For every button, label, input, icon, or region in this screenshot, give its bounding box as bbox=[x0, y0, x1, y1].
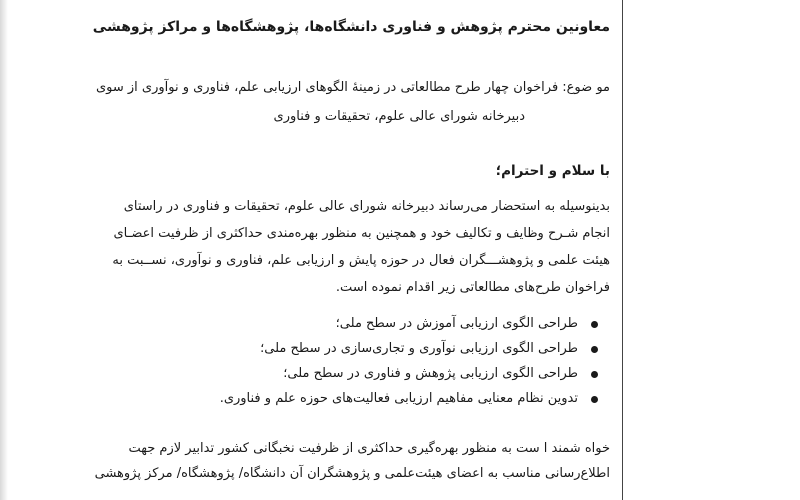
bullet-icon bbox=[591, 371, 598, 378]
subject-line-1: مو ضوع: فراخوان چهار طرح مطالعاتی در زمینهٔ الگوهای ارزیابی علم، فناوری و نوآوری از سوی bbox=[95, 80, 610, 95]
body-line-3: هیئت علمی و پژوهشـــگران فعال در حوزه پایش و ارزیابی علم، فناوری و نوآوری، نســبت به bbox=[112, 253, 610, 268]
bullet-icon bbox=[591, 346, 598, 353]
list-item bbox=[220, 314, 578, 339]
list-item-text: طراحی الگوی ارزیابی پژوهش و فناوری در سطح ملی؛ bbox=[283, 366, 578, 381]
list-item bbox=[220, 364, 578, 389]
list-item bbox=[220, 339, 578, 364]
scan-edge-shadow bbox=[0, 0, 8, 500]
greeting: با سلام و احترام؛ bbox=[495, 163, 610, 179]
list-item-text: طراحی الگوی ارزیابی نوآوری و تجاری‌سازی در سطح ملی؛ bbox=[260, 341, 578, 356]
addressee-line: معاونین محترم پژوهش و فناوری دانشگاه‌ها، پژوهشگاه‌ها و مراکز پژوهشی bbox=[92, 19, 610, 35]
body-line-2: انجام شـرح وظایف و تکالیف خود و همچنین به منظور بهره‌مندی حداکثری از ظرفیت اعضـای bbox=[113, 226, 610, 241]
body-line-1: بدینوسیله به استحضار می‌رساند دبیرخانه شورای عالی علوم، تحقیقات و فناوری در راستای bbox=[123, 199, 610, 214]
study-list bbox=[220, 314, 578, 414]
bullet-icon bbox=[591, 321, 598, 328]
closing-line-2: اطلاع‌رسانی مناسب به اعضای هیئت‌علمی و پژوهشگران آن دانشگاه/ پژوهشگاه/ مرکز پژوهشی bbox=[94, 466, 610, 481]
subject-line-2: دبیرخانه شورای عالی علوم، تحقیقات و فناوری bbox=[273, 109, 525, 124]
list-item-text: تدوین نظام معنایی مفاهیم ارزیابی فعالیت‌های حوزه علم و فناوری. bbox=[219, 391, 578, 406]
list-item bbox=[220, 389, 578, 414]
closing-line-1: خواه شمند ا ست به منظور بهره‌گیری حداکثری از ظرفیت نخبگانی کشور تدابیر لازم جهت bbox=[128, 441, 610, 456]
page-margin-rule bbox=[622, 0, 623, 500]
body-line-4: فراخوان طرح‌های مطالعاتی زیر اقدام نموده است. bbox=[335, 280, 610, 295]
bullet-icon bbox=[591, 396, 598, 403]
list-item-text: طراحی الگوی ارزیابی آموزش در سطح ملی؛ bbox=[335, 316, 578, 331]
